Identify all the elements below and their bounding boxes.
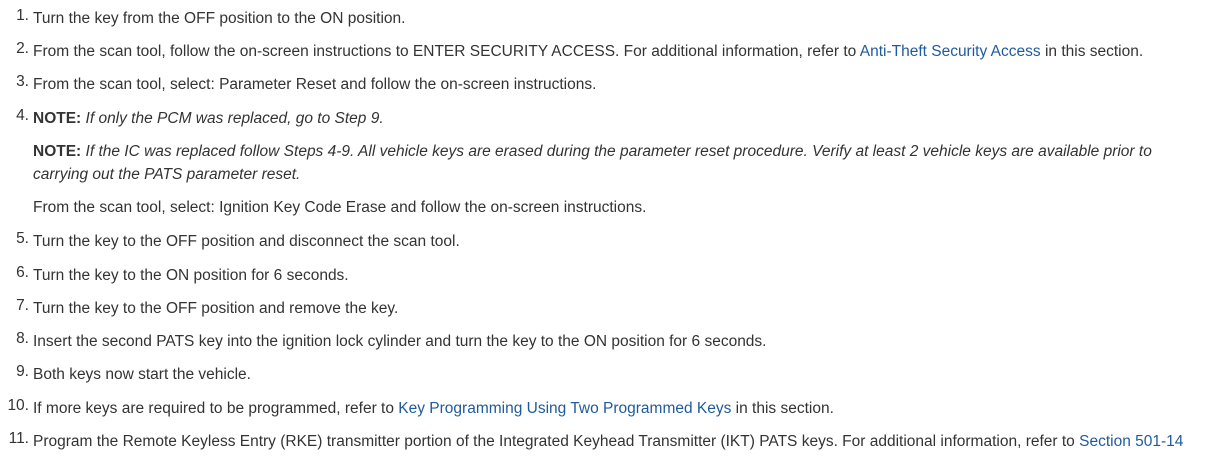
step-text: Turn the key from the OFF position to the ON position.: [33, 10, 406, 27]
step-number: 7.: [16, 297, 29, 314]
step-number: 1.: [16, 7, 29, 24]
step-text-post: in this section.: [731, 400, 834, 417]
step-6: [0, 264, 1206, 297]
step-number: 11.: [8, 430, 29, 447]
step-text: [33, 397, 1198, 420]
step-text: Turn the key to the ON position for 6 seconds.: [33, 267, 349, 284]
step-text-post: in this section.: [1040, 43, 1144, 60]
step-8: [0, 330, 1206, 363]
step-text: Both keys now start the vehicle.: [33, 366, 251, 383]
step-4: [0, 107, 1206, 229]
note-label: NOTE:: [33, 143, 82, 160]
note-text: If only the PCM was replaced, go to Step 9.: [81, 110, 384, 127]
step-9: [0, 363, 1206, 396]
step-text: From the scan tool, select: Ignition Key Code Erase and follow the on-screen instructions.: [33, 199, 647, 216]
step-7: [0, 297, 1206, 330]
key-programming-link[interactable]: Key Programming Using Two Programmed Keys: [398, 400, 732, 417]
step-note: [33, 140, 1198, 186]
step-text: From the scan tool, select: Parameter Reset and follow the on-screen instructions.: [33, 76, 597, 93]
step-text: Turn the key to the OFF position and remove the key.: [33, 300, 399, 317]
step-number: 4.: [16, 107, 29, 124]
step-10: [0, 397, 1206, 430]
step-2: [0, 40, 1206, 73]
step-number: 8.: [16, 330, 29, 347]
step-text: Insert the second PATS key into the ignition lock cylinder and turn the key to the ON position for 6 seconds.: [33, 333, 767, 350]
step-number: 10.: [7, 397, 29, 414]
step-text: Turn the key to the OFF position and disconnect the scan tool.: [33, 233, 460, 250]
step-text-pre: Program the Remote Keyless Entry (RKE) transmitter portion of the Integrated Keyhead Transmitter (IKT) PATS keys. For additional information, refer to: [33, 433, 1080, 450]
step-text: [33, 430, 1198, 453]
step-text-pre: If more keys are required to be programmed, refer to: [33, 400, 399, 417]
step-number: 3.: [16, 73, 29, 90]
section-501-14-link[interactable]: Section 501-14: [1079, 433, 1184, 450]
step-1: [0, 7, 1206, 40]
step-note: [33, 107, 1198, 130]
step-number: 9.: [16, 363, 29, 380]
note-label: NOTE:: [33, 110, 82, 127]
step-11: [0, 430, 1206, 463]
step-number: 2.: [16, 40, 29, 57]
step-5: [0, 230, 1206, 263]
step-number: 6.: [16, 264, 29, 281]
note-text: If the IC was replaced follow Steps 4-9. All vehicle keys are erased during the parameter reset procedure. Verify at least 2 vehicle keys are available prior to carrying out the PATS parameter reset.: [33, 143, 1152, 183]
step-number: 5.: [16, 230, 29, 247]
step-text-pre: From the scan tool, follow the on-screen instructions to ENTER SECURITY ACCESS. For additional information, refer to: [33, 43, 860, 60]
step-text: [33, 40, 1198, 63]
step-3: [0, 73, 1206, 106]
anti-theft-security-access-link[interactable]: Anti-Theft Security Access: [859, 43, 1041, 60]
